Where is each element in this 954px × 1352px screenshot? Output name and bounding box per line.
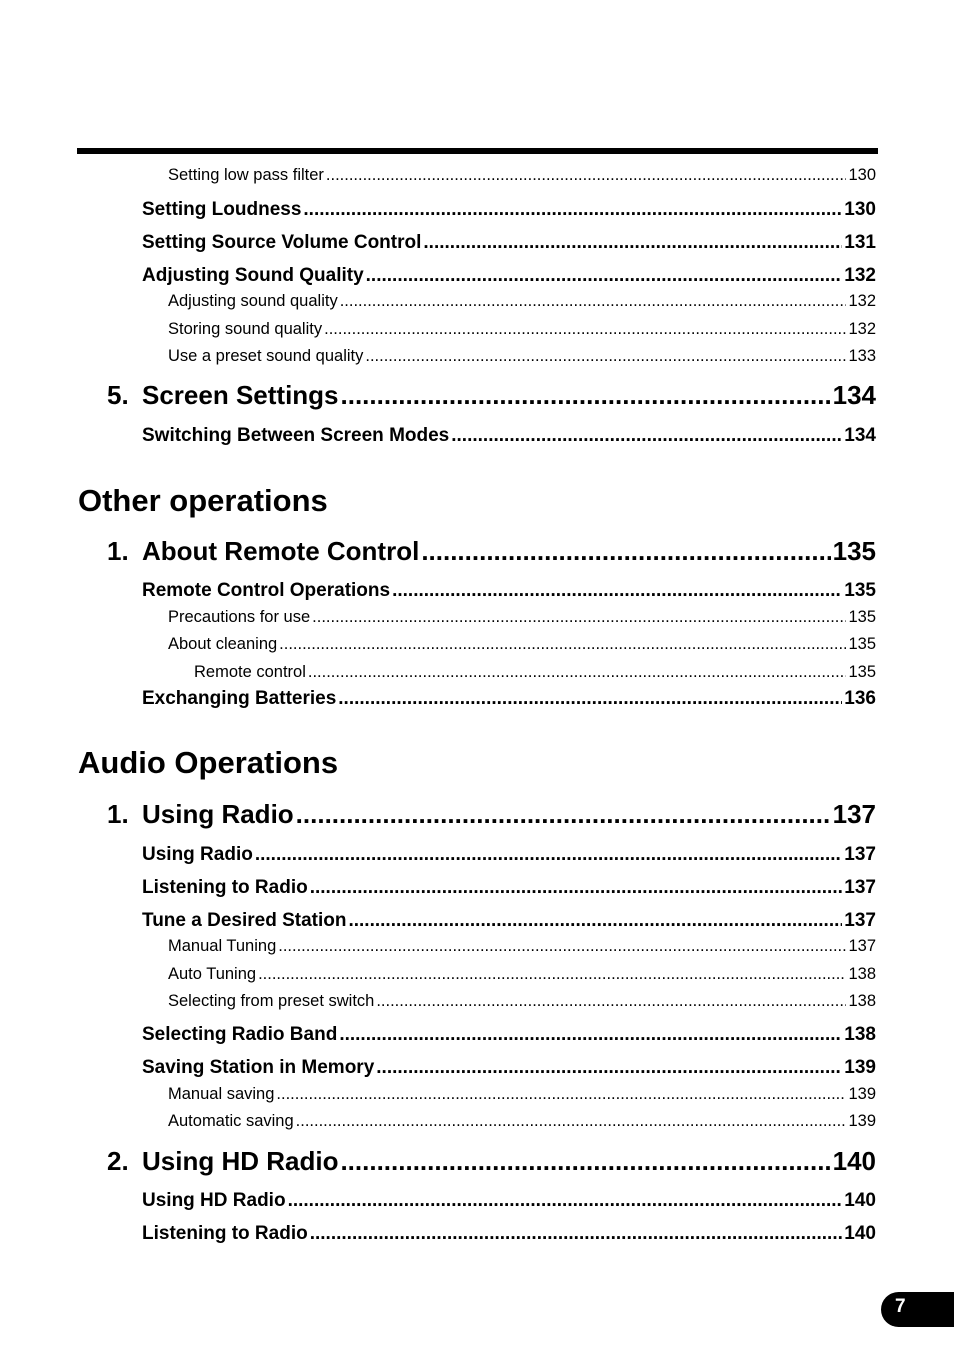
dot-leader bbox=[366, 265, 843, 287]
toc-entry-title: Selecting Radio Band bbox=[142, 1024, 338, 1045]
toc-entry-sec[interactable] bbox=[142, 1223, 876, 1245]
toc-entry-label bbox=[142, 688, 336, 710]
toc-entry-title: Adjusting Sound Quality bbox=[142, 265, 364, 286]
toc-entry-label bbox=[142, 232, 421, 254]
toc-entry-title: Using Radio bbox=[142, 844, 253, 865]
toc-entry-page: 138 bbox=[844, 1024, 876, 1045]
toc-entry-label bbox=[168, 320, 322, 339]
toc-entry-page: 135 bbox=[832, 536, 876, 566]
dot-leader bbox=[296, 1112, 847, 1131]
toc-entry-page: 135 bbox=[844, 580, 876, 601]
toc-entry-page: 137 bbox=[844, 877, 876, 898]
dot-leader bbox=[308, 663, 847, 682]
toc-entry-chap[interactable] bbox=[107, 799, 876, 830]
toc-entry-title: Storing sound quality bbox=[168, 320, 323, 338]
toc-entry-sub[interactable] bbox=[168, 608, 876, 627]
toc-entry-label bbox=[168, 992, 374, 1011]
toc-entry-title: Remote Control Operations bbox=[142, 580, 391, 601]
dot-leader bbox=[279, 635, 846, 654]
chapter-number: 2. bbox=[107, 1146, 129, 1176]
toc-entry-page: 140 bbox=[844, 1223, 876, 1244]
dot-leader bbox=[376, 1057, 842, 1079]
toc-entry-title: Setting Source Volume Control bbox=[142, 232, 422, 253]
toc-entry-label bbox=[168, 347, 363, 366]
dot-leader bbox=[392, 580, 842, 602]
dot-leader bbox=[421, 536, 830, 567]
toc-entry-title: Adjusting sound quality bbox=[168, 292, 338, 310]
toc-entry-label bbox=[168, 1112, 294, 1131]
toc-entry-page: 139 bbox=[844, 1057, 876, 1078]
toc-entry-title: Precautions for use bbox=[168, 608, 311, 626]
toc-entry-title: About Remote Control bbox=[142, 536, 420, 566]
toc-entry-sec[interactable] bbox=[142, 1190, 876, 1212]
toc-entry-page: 136 bbox=[844, 688, 876, 709]
toc-entry-chap[interactable] bbox=[107, 380, 876, 411]
dot-leader bbox=[340, 292, 847, 311]
toc-entry-title: Manual saving bbox=[168, 1085, 275, 1103]
toc-entry-page: 133 bbox=[848, 347, 876, 365]
chapter-number: 1. bbox=[107, 536, 129, 566]
toc-entry-label bbox=[142, 1057, 374, 1079]
toc-entry-title: Remote control bbox=[194, 663, 306, 681]
toc-entry-page: 139 bbox=[848, 1085, 876, 1103]
dot-leader bbox=[423, 232, 842, 254]
dot-leader bbox=[310, 877, 843, 899]
toc-entry-page: 137 bbox=[844, 910, 876, 931]
toc-entry-label bbox=[142, 877, 308, 899]
toc-entry-sec[interactable] bbox=[142, 580, 876, 602]
toc-entry-sec[interactable] bbox=[142, 844, 876, 866]
toc-entry-sec[interactable] bbox=[142, 877, 876, 899]
chapter-number: 5. bbox=[107, 380, 129, 410]
toc-entry-page: 137 bbox=[848, 937, 876, 955]
dot-leader bbox=[324, 320, 846, 339]
toc-entry-label bbox=[142, 1223, 308, 1245]
toc-entry-title: Use a preset sound quality bbox=[168, 347, 364, 365]
dot-leader bbox=[338, 688, 842, 710]
toc-entry-sub[interactable] bbox=[168, 347, 876, 366]
toc-entry-title: Setting Loudness bbox=[142, 199, 302, 220]
toc-entry-sec[interactable] bbox=[142, 1024, 876, 1046]
toc-entry-page: 139 bbox=[848, 1112, 876, 1130]
toc-entry-sec[interactable] bbox=[142, 199, 876, 221]
toc-entry-label bbox=[168, 1085, 274, 1104]
dot-leader bbox=[348, 910, 842, 932]
toc-entry-sub2[interactable] bbox=[194, 663, 876, 682]
dot-leader bbox=[341, 380, 831, 411]
toc-entry-label bbox=[107, 536, 419, 567]
toc-entry-title: Switching Between Screen Modes bbox=[142, 425, 450, 446]
toc-entry-page: 137 bbox=[844, 844, 876, 865]
dot-leader bbox=[310, 1223, 843, 1245]
toc-entry-sub[interactable] bbox=[168, 1085, 876, 1104]
page-number-tab bbox=[881, 1292, 954, 1327]
toc-entry-sub[interactable] bbox=[168, 320, 876, 339]
toc-entry-page: 134 bbox=[844, 425, 876, 446]
toc-entry-label bbox=[168, 166, 324, 185]
part-heading-other-operations: Other operations bbox=[78, 483, 328, 518]
toc-entry-page: 138 bbox=[848, 965, 876, 983]
toc-entry-title: Selecting from preset switch bbox=[168, 992, 375, 1010]
toc-entry-label bbox=[142, 580, 390, 602]
dot-leader bbox=[258, 965, 846, 984]
dot-leader bbox=[288, 1190, 843, 1212]
toc-entry-label bbox=[142, 425, 449, 447]
toc-entry-title: Listening to Radio bbox=[142, 877, 308, 898]
dot-leader bbox=[365, 347, 846, 366]
toc-entry-sub[interactable] bbox=[168, 166, 876, 185]
dot-leader bbox=[376, 992, 846, 1011]
toc-entry-label bbox=[142, 844, 253, 866]
toc-entry-sec[interactable] bbox=[142, 688, 876, 710]
dot-leader bbox=[296, 799, 831, 830]
toc-entry-label bbox=[142, 1024, 337, 1046]
toc-entry-page: 131 bbox=[844, 232, 876, 253]
toc-entry-label bbox=[168, 937, 276, 956]
dot-leader bbox=[278, 937, 846, 956]
toc-entry-title: About cleaning bbox=[168, 635, 278, 653]
toc-entry-title: Manual Tuning bbox=[168, 937, 277, 955]
dot-leader bbox=[255, 844, 842, 866]
toc-entry-sub[interactable] bbox=[168, 1112, 876, 1131]
toc-entry-label bbox=[142, 1190, 286, 1212]
toc-entry-sec[interactable] bbox=[142, 425, 876, 447]
dot-leader bbox=[340, 1146, 830, 1177]
toc-entry-sub[interactable] bbox=[168, 635, 876, 654]
toc-entry-sec[interactable] bbox=[142, 910, 876, 932]
toc-entry-label bbox=[168, 292, 338, 311]
toc-entry-page: 132 bbox=[848, 320, 876, 338]
toc-entry-chap[interactable] bbox=[107, 536, 876, 567]
toc-entry-label bbox=[168, 608, 310, 627]
part-heading-audio-operations: Audio Operations bbox=[78, 745, 339, 780]
dot-leader bbox=[451, 425, 842, 447]
toc-entry-page: 132 bbox=[848, 292, 876, 310]
toc-entry-page: 135 bbox=[848, 663, 876, 681]
toc-entry-sub[interactable] bbox=[168, 292, 876, 311]
toc-entry-title: Auto Tuning bbox=[168, 965, 257, 983]
toc-entry-title: Automatic saving bbox=[168, 1112, 294, 1130]
toc-entry-label bbox=[194, 663, 306, 682]
toc-entry-page: 130 bbox=[848, 166, 876, 184]
toc-entry-page: 137 bbox=[832, 799, 876, 829]
dot-leader bbox=[312, 608, 846, 627]
toc-entry-label bbox=[107, 1146, 338, 1177]
chapter-number: 1. bbox=[107, 799, 129, 829]
toc-entry-page: 135 bbox=[848, 635, 876, 653]
dot-leader bbox=[303, 199, 842, 221]
toc-entry-label bbox=[168, 965, 256, 984]
toc-entry-page: 140 bbox=[832, 1146, 876, 1176]
toc-entry-sec[interactable] bbox=[142, 232, 876, 254]
toc-entry-label bbox=[142, 199, 301, 221]
toc-entry-page: 140 bbox=[844, 1190, 876, 1211]
toc-entry-chap[interactable] bbox=[107, 1146, 876, 1177]
toc-entry-title: Listening to Radio bbox=[142, 1223, 308, 1244]
header-rule bbox=[77, 148, 878, 154]
toc-entry-sec[interactable] bbox=[142, 265, 876, 287]
toc-entry-label bbox=[107, 380, 339, 411]
toc-entry-label bbox=[168, 635, 277, 654]
toc-entry-sub[interactable] bbox=[168, 965, 876, 984]
toc-entry-title: Setting low pass filter bbox=[168, 166, 324, 184]
toc-entry-page: 134 bbox=[832, 380, 876, 410]
toc-entry-page: 130 bbox=[844, 199, 876, 220]
toc-entry-sub[interactable] bbox=[168, 937, 876, 956]
toc-entry-title: Using HD Radio bbox=[142, 1190, 286, 1211]
toc-entry-sub[interactable] bbox=[168, 992, 876, 1011]
toc-entry-label bbox=[142, 910, 346, 932]
toc-entry-title: Exchanging Batteries bbox=[142, 688, 337, 709]
toc-entry-page: 138 bbox=[848, 992, 876, 1010]
toc-entry-label bbox=[142, 265, 364, 287]
dot-leader bbox=[276, 1085, 846, 1104]
toc-entry-title: Using Radio bbox=[142, 799, 294, 829]
toc-entry-page: 132 bbox=[844, 265, 876, 286]
page-number: 7 bbox=[895, 1296, 906, 1317]
toc-entry-page: 135 bbox=[848, 608, 876, 626]
toc-entry-title: Tune a Desired Station bbox=[142, 910, 347, 931]
toc-entry-label bbox=[107, 799, 294, 830]
toc-entry-title: Using HD Radio bbox=[142, 1146, 339, 1176]
toc-entry-sec[interactable] bbox=[142, 1057, 876, 1079]
dot-leader bbox=[326, 166, 847, 185]
dot-leader bbox=[339, 1024, 842, 1046]
toc-entry-title: Screen Settings bbox=[142, 380, 339, 410]
toc-entry-title: Saving Station in Memory bbox=[142, 1057, 375, 1078]
